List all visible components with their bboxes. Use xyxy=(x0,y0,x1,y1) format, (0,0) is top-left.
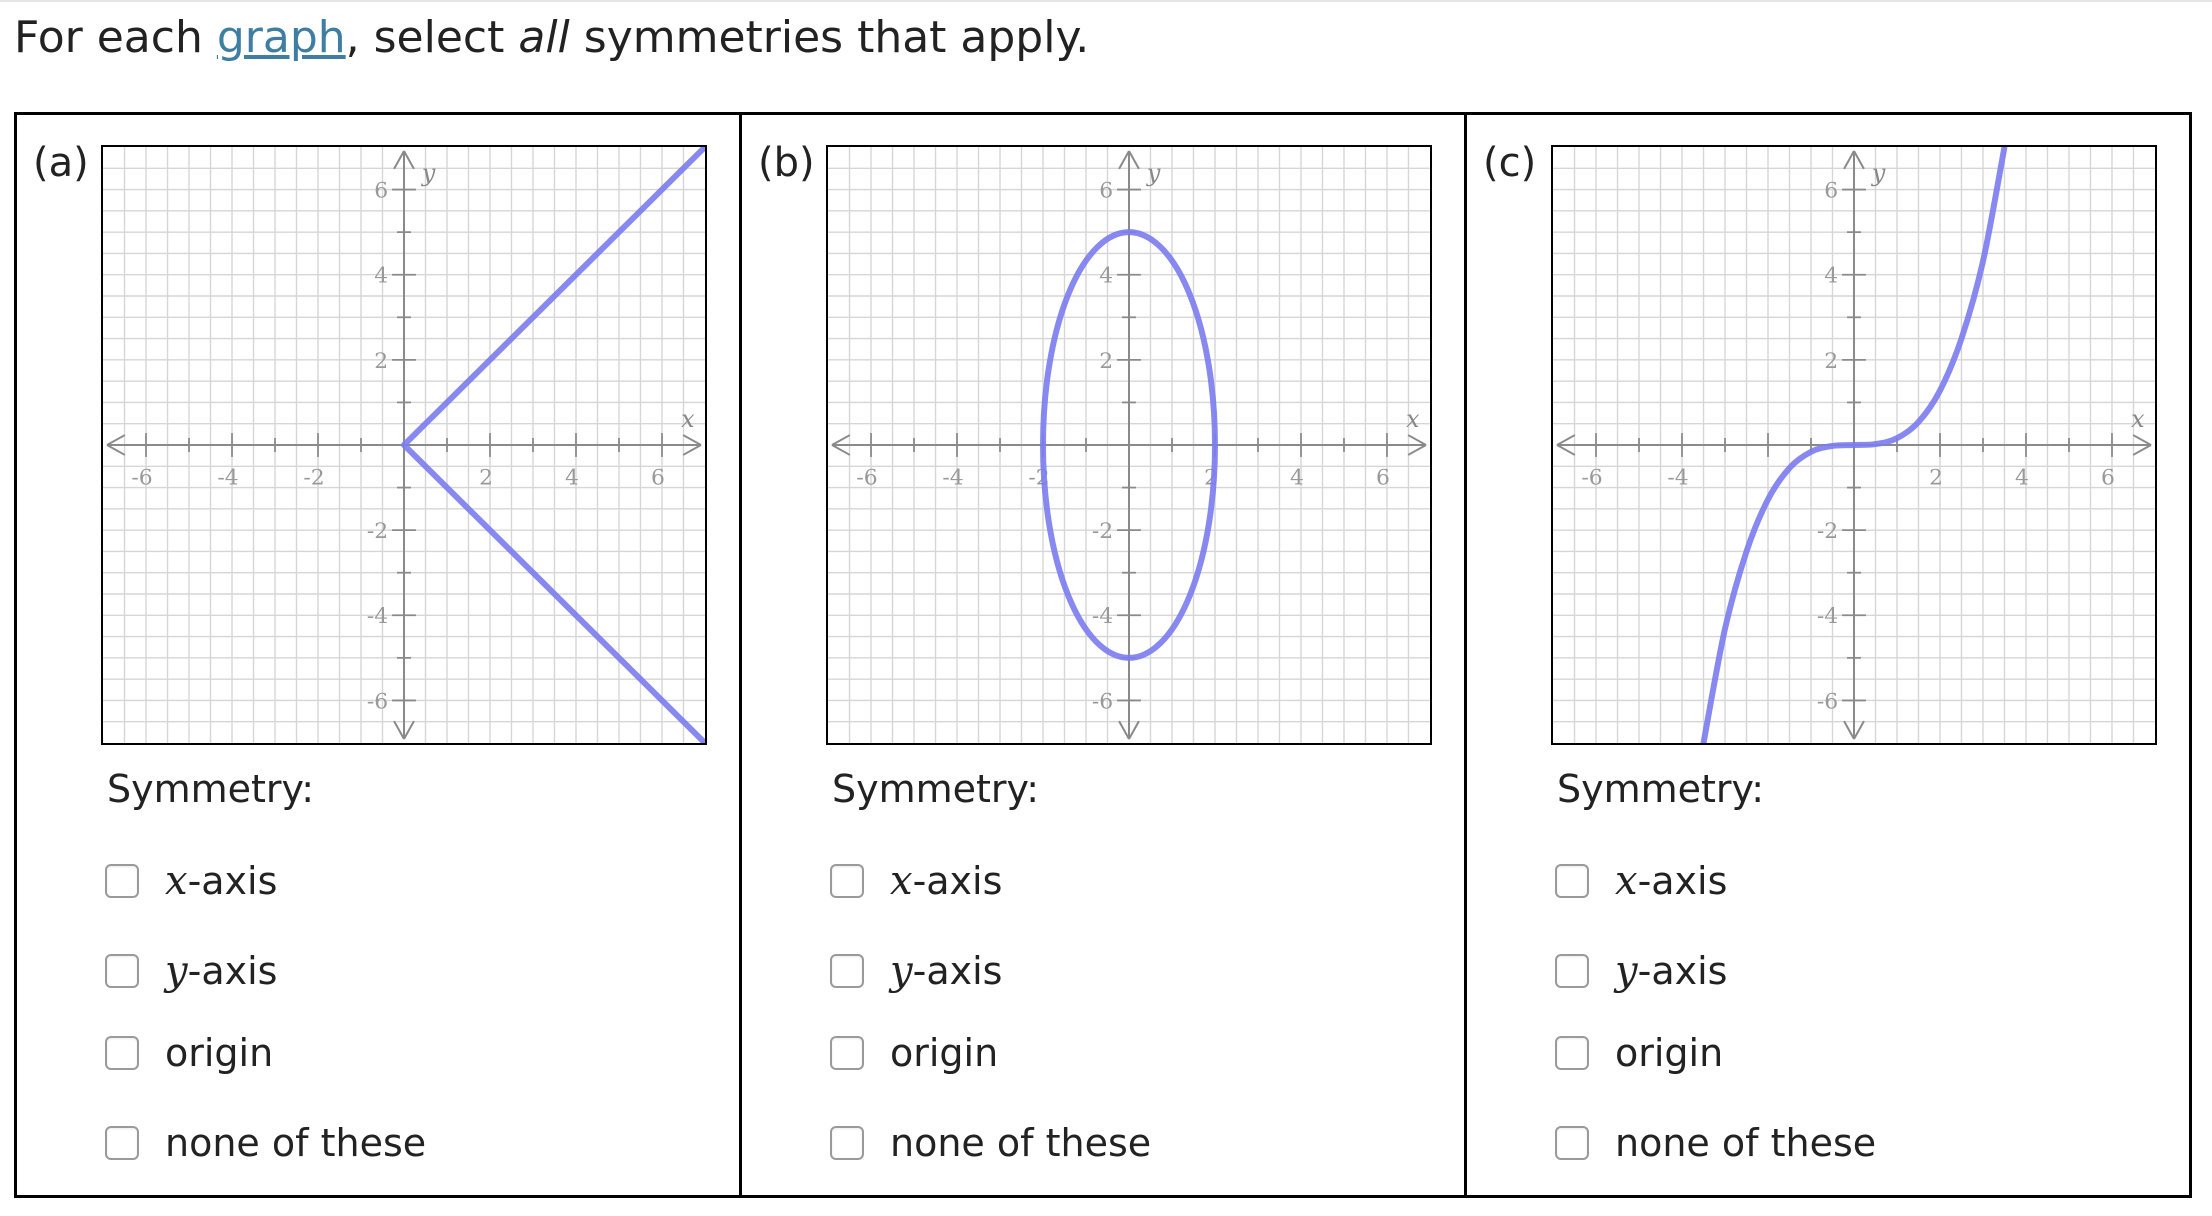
checkbox[interactable] xyxy=(1555,1036,1589,1070)
option-none[interactable] xyxy=(1555,1119,1876,1167)
x-tick-label: 4 xyxy=(565,465,579,491)
y-tick-label: 2 xyxy=(1824,348,1839,374)
option-y-axis[interactable] xyxy=(105,947,277,995)
x-tick-label: -2 xyxy=(1028,465,1050,491)
option-x-axis[interactable] xyxy=(1555,857,1727,905)
x-tick-label: -2 xyxy=(303,465,325,491)
x-tick-label: 2 xyxy=(479,465,493,491)
y-tick-label: -2 xyxy=(1091,519,1114,545)
x-axis-label: x xyxy=(2131,405,2145,434)
option-label: x-axis xyxy=(165,858,278,904)
part-label: (b) xyxy=(758,140,815,186)
instruction-text: For each graph, select all symmetries that apply. xyxy=(14,12,1090,63)
option-origin[interactable] xyxy=(105,1029,273,1077)
checkbox[interactable] xyxy=(1555,864,1589,898)
option-label: none of these xyxy=(165,1121,427,1165)
y-tick-label: 6 xyxy=(1824,178,1839,204)
y-tick-label: -6 xyxy=(1091,689,1114,715)
x-tick-label: -4 xyxy=(217,465,239,491)
x-axis-label: x xyxy=(1406,405,1420,434)
option-label: y-axis xyxy=(890,948,1003,994)
x-axis-label: x xyxy=(681,405,695,434)
graph-svg xyxy=(1553,147,2155,743)
option-origin[interactable] xyxy=(1555,1029,1723,1077)
symmetry-label: Symmetry: xyxy=(1557,767,1765,811)
y-axis-label: y xyxy=(1146,158,1161,187)
y-tick-label: -2 xyxy=(366,519,389,545)
graph-c xyxy=(1551,145,2157,745)
option-label: none of these xyxy=(1615,1121,1877,1165)
option-x-axis[interactable] xyxy=(105,857,277,905)
x-tick-label: 6 xyxy=(1376,465,1390,491)
graph-svg xyxy=(103,147,705,743)
graph-a xyxy=(101,145,707,745)
emphasis-all: all xyxy=(518,12,570,63)
checkbox[interactable] xyxy=(1555,1126,1589,1160)
y-tick-label: 6 xyxy=(1099,178,1114,204)
y-tick-label: -6 xyxy=(1816,689,1839,715)
y-tick-label: 4 xyxy=(1099,263,1114,289)
x-tick-label: -6 xyxy=(131,465,153,491)
y-tick-label: -4 xyxy=(1816,604,1839,630)
x-tick-label: 4 xyxy=(2015,465,2029,491)
x-tick-label: -6 xyxy=(1581,465,1603,491)
x-tick-label: -4 xyxy=(942,465,964,491)
x-tick-label: -6 xyxy=(856,465,878,491)
x-tick-label: 4 xyxy=(1290,465,1304,491)
y-axis-label: y xyxy=(421,158,436,187)
x-tick-label: 6 xyxy=(651,465,665,491)
option-label: origin xyxy=(1615,1031,1724,1075)
checkbox[interactable] xyxy=(105,1036,139,1070)
option-label: origin xyxy=(890,1031,999,1075)
x-tick-label: 6 xyxy=(2101,465,2115,491)
y-tick-label: 4 xyxy=(374,263,389,289)
problem-a xyxy=(17,115,739,1195)
graph-link[interactable]: graph xyxy=(216,12,346,63)
y-tick-label: -2 xyxy=(1816,519,1839,545)
top-divider xyxy=(0,0,2212,2)
x-tick-label: 2 xyxy=(1204,465,1218,491)
option-label: none of these xyxy=(890,1121,1152,1165)
problem-c xyxy=(1464,115,2189,1195)
option-none[interactable] xyxy=(830,1119,1151,1167)
option-none[interactable] xyxy=(105,1119,426,1167)
y-tick-label: -6 xyxy=(366,689,389,715)
problem-table xyxy=(14,112,2192,1198)
checkbox[interactable] xyxy=(105,1126,139,1160)
y-tick-label: -4 xyxy=(366,604,389,630)
y-tick-label: 6 xyxy=(374,178,389,204)
x-tick-label: -4 xyxy=(1667,465,1689,491)
y-tick-label: 2 xyxy=(374,348,389,374)
checkbox[interactable] xyxy=(830,864,864,898)
symmetry-label: Symmetry: xyxy=(832,767,1040,811)
y-tick-label: 2 xyxy=(1099,348,1114,374)
checkbox[interactable] xyxy=(105,864,139,898)
option-origin[interactable] xyxy=(830,1029,998,1077)
option-label: x-axis xyxy=(890,858,1003,904)
x-tick-label: 2 xyxy=(1929,465,1943,491)
checkbox[interactable] xyxy=(830,1036,864,1070)
checkbox[interactable] xyxy=(830,1126,864,1160)
option-y-axis[interactable] xyxy=(830,947,1002,995)
part-label: (a) xyxy=(33,140,89,186)
option-label: origin xyxy=(165,1031,274,1075)
option-label: x-axis xyxy=(1615,858,1728,904)
option-label: y-axis xyxy=(165,948,278,994)
option-x-axis[interactable] xyxy=(830,857,1002,905)
graph-b xyxy=(826,145,1432,745)
option-label: y-axis xyxy=(1615,948,1728,994)
checkbox[interactable] xyxy=(830,954,864,988)
option-y-axis[interactable] xyxy=(1555,947,1727,995)
checkbox[interactable] xyxy=(1555,954,1589,988)
y-tick-label: 4 xyxy=(1824,263,1839,289)
y-tick-label: -4 xyxy=(1091,604,1114,630)
checkbox[interactable] xyxy=(105,954,139,988)
problem-b xyxy=(739,115,1464,1195)
graph-svg xyxy=(828,147,1430,743)
y-axis-label: y xyxy=(1871,158,1886,187)
symmetry-label: Symmetry: xyxy=(107,767,315,811)
part-label: (c) xyxy=(1483,140,1537,186)
